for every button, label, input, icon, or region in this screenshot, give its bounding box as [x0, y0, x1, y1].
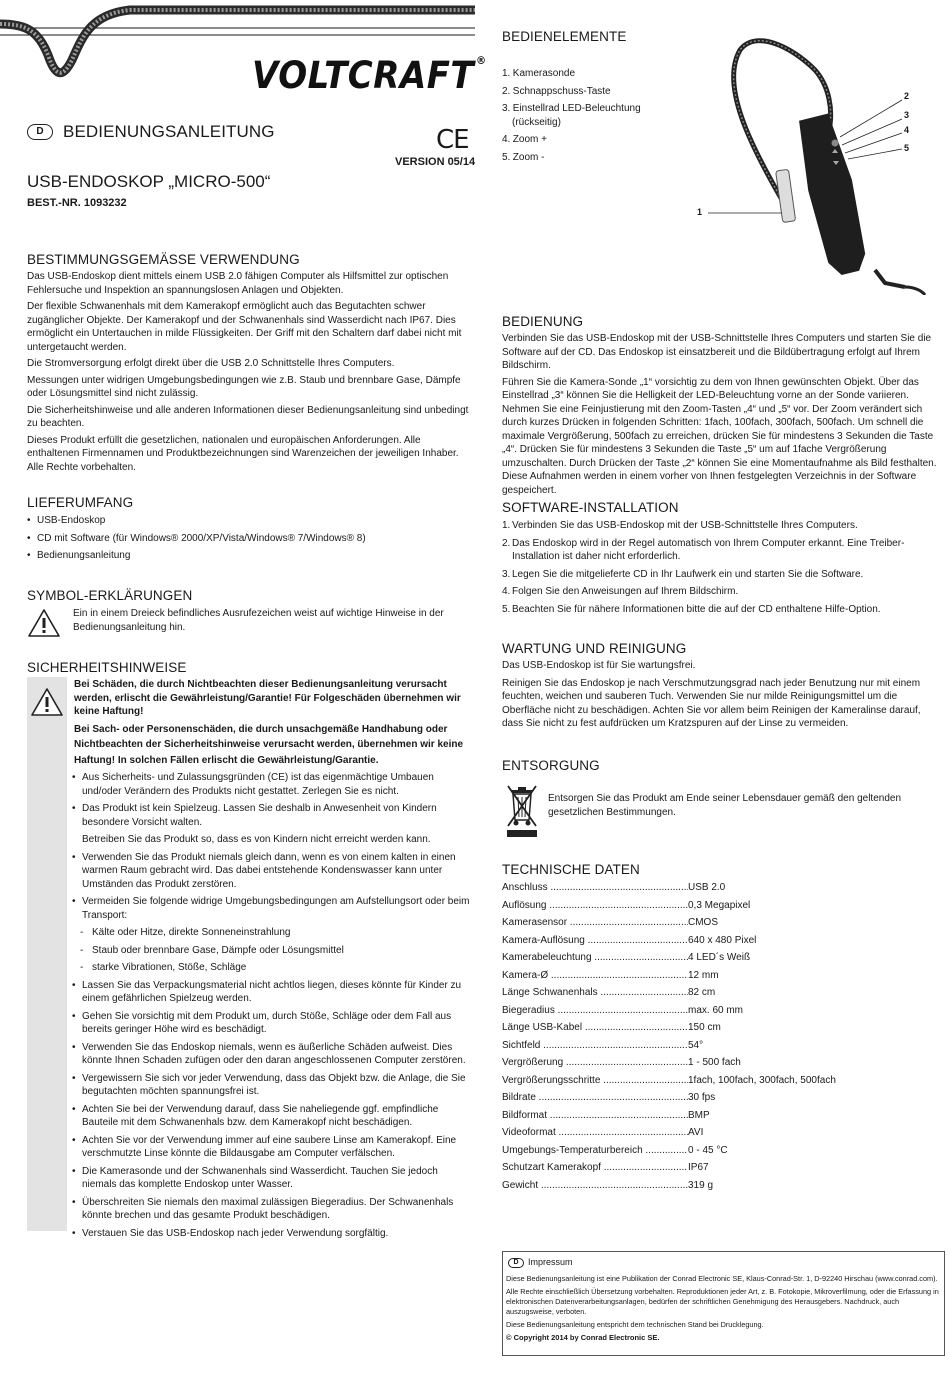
- tech-label: Schutzart Kamerakopf .....: [502, 1162, 688, 1173]
- wartung-heading: WARTUNG UND REINIGUNG: [502, 641, 687, 656]
- list-item: • Verstauen Sie das USB-Endoskop nach jeder Verwendung sorgfältig.: [70, 1227, 474, 1241]
- list-item: • Bedienungsanleitung: [27, 549, 472, 563]
- language-badge-label: D: [36, 126, 44, 137]
- tech-label: Kamerasensor .....: [502, 917, 688, 928]
- lieferumfang-heading: LIEFERUMFANG: [27, 495, 134, 510]
- list-item-text: Zoom +: [512, 134, 547, 145]
- list-item-continuation: (rückseitig): [512, 116, 561, 128]
- list-item-number: 3.: [502, 103, 511, 114]
- warning-triangle-icon: [30, 687, 64, 717]
- wartung-paragraph: Reinigen Sie das Endoskop je nach Verschmutzungsgrad nach jeder Benutzung nur mit einem feuchten, weichen und sauberen Tuch. Verwenden Sie nur milde Reinigungsmittel um die Oberfläche nicht zu beschädigen. Achten Sie vor allem beim Reinigen der Kameralinse darauf, dass Sie nicht zu fest aufdrücken um Kratzspuren auf der Linse zu vermeiden.: [502, 677, 921, 729]
- list-item-number: 2.: [502, 537, 511, 549]
- sicherheit-warning-bold: Bei Sach- oder Personenschäden, die durch unsachgemäße Handhabung oder Nichtbeachten der Sicherheitshinweise verursacht werden, übernehmen wir keine Haftung! In solchen Fällen erlischt die Gewährleistung/Garantie.: [74, 723, 464, 766]
- warning-sidebar: [27, 677, 67, 1231]
- bestimmung-paragraph: Die Sicherheitshinweise und alle anderen Informationen dieser Bedienungsanleitung sind unbedingt zu beachten.: [27, 404, 469, 429]
- section-sicherheit: [27, 660, 472, 1244]
- version-label: VERSION 05/14: [395, 156, 476, 168]
- table-row: [502, 1075, 922, 1089]
- tech-value: 1 - 500 fach: [688, 1057, 741, 1068]
- table-row: [502, 1162, 922, 1176]
- list-item-text: Legen Sie die mitgelieferte CD in Ihr Laufwerk ein und starten Sie die Software.: [512, 568, 864, 580]
- symbol-heading: SYMBOL-ERKLÄRUNGEN: [27, 588, 193, 603]
- list-item: Betreiben Sie das Produkt so, dass es von Kindern nicht erreicht werden kann.: [82, 834, 431, 845]
- list-item: [502, 568, 944, 582]
- table-row: [502, 935, 922, 949]
- tech-label: Länge USB-Kabel .....: [502, 1022, 688, 1033]
- technische-daten-heading: TECHNISCHE DATEN: [502, 862, 640, 877]
- tech-label: Biegeradius .....: [502, 1005, 688, 1016]
- wartung-paragraph: Das USB-Endoskop ist für Sie wartungsfrei.: [502, 660, 696, 671]
- bestimmung-paragraph: Das USB-Endoskop dient mittels einem USB 2.0 fähigen Computer als Hilfsmittel zur optischen Fehlersuche und Inspektion an spannungslosen Anlagen und Objekten.: [27, 271, 449, 296]
- list-item: • Aus Sicherheits- und Zulassungsgründen (CE) ist das eigenmächtige Umbauen und/oder Verändern des Produkts nicht gestattet. Zerlegen Sie es nicht.: [70, 771, 474, 798]
- table-row: [502, 1022, 922, 1036]
- list-item: • Verwenden Sie das Endoskop niemals, wenn es äußerliche Schäden aufweist. Dies könnte Ihnen Schaden zufügen oder den daran angeschlossenen Computer zerstören.: [70, 1041, 474, 1068]
- endoscope-illustration: [690, 25, 950, 295]
- impressum-box: [502, 1251, 945, 1356]
- list-item: - starke Vibrationen, Stöße, Schläge: [70, 961, 474, 975]
- list-item-text: Kamerasonde: [512, 68, 576, 79]
- tech-label: Kamerabeleuchtung .....: [502, 952, 688, 963]
- section-entsorgung: [502, 758, 944, 818]
- list-item: [502, 537, 944, 564]
- tech-value: 640 x 480 Pixel: [688, 934, 757, 946]
- section-symbol: [27, 588, 472, 634]
- list-item: [502, 585, 944, 599]
- list-item: - Staub oder brennbare Gase, Dämpfe oder Lösungsmittel: [70, 944, 474, 958]
- list-item: • CD mit Software (für Windows® 2000/XP/Vista/Windows® 7/Windows® 8): [27, 532, 472, 546]
- callout-4: 4: [904, 125, 910, 135]
- section-wartung: [502, 641, 944, 731]
- list-item-text: Einstellrad LED-Beleuchtung: [512, 103, 641, 114]
- list-item: • Achten Sie vor der Verwendung immer auf eine saubere Linse am Kamerakopf. Eine verschmutzte Linse könnte die Bildausgabe am Computer verfälschen.: [70, 1134, 474, 1161]
- table-row: [502, 1092, 922, 1106]
- list-item-number: 4.: [502, 134, 511, 145]
- list-item-number: 1.: [502, 68, 511, 79]
- crossed-bin-icon: [504, 782, 540, 838]
- tech-value: 54°: [688, 1039, 704, 1051]
- list-item: • Überschreiten Sie niemals den maximal zulässigen Biegeradius. Der Schwanenhals könnte brechen und das gesamte Produkt beschädigen.: [70, 1196, 474, 1223]
- list-item: • Gehen Sie vorsichtig mit dem Produkt um, durch Stöße, Schläge oder dem Fall aus bereits geringer Höhe wird es beschädigt.: [70, 1010, 474, 1037]
- ce-mark: CE: [436, 125, 469, 155]
- entsorgung-heading: ENTSORGUNG: [502, 758, 600, 773]
- tech-value: 30 fps: [688, 1092, 716, 1103]
- list-item-number: 3.: [502, 568, 511, 580]
- bedienung-paragraph: Verbinden Sie das USB-Endoskop mit der USB-Schnittstelle Ihres Computers und starten Sie die Software auf der CD. Das Endoskop ist einsatzbereit und die Bildübertragung erfolgt auf Ihrem Bildschirm.: [502, 333, 932, 371]
- tech-label: Auflösung .....: [502, 900, 688, 911]
- bedienelemente-heading: BEDIENELEMENTE: [502, 29, 627, 44]
- manual-title: BEDIENUNGSANLEITUNG: [63, 122, 275, 141]
- tech-label: Vergrößerung .....: [502, 1057, 688, 1068]
- table-row: [502, 900, 922, 914]
- tech-value: 12 mm: [688, 969, 719, 981]
- section-technische-daten: [502, 862, 944, 877]
- list-item-number: 5.: [502, 151, 511, 163]
- tech-value: CMOS: [688, 917, 718, 928]
- tech-value: 0 - 45 °C: [688, 1144, 728, 1156]
- tech-label: Bildformat .....: [502, 1110, 688, 1121]
- callout-3: 3: [904, 110, 910, 120]
- tech-value: max. 60 mm: [688, 1004, 744, 1016]
- list-item: [502, 603, 944, 617]
- table-row: [502, 1040, 922, 1054]
- callout-5: 5: [904, 143, 910, 153]
- impressum-line: Diese Bedienungsanleitung entspricht dem technischen Stand bei Drucklegung.: [506, 1320, 764, 1329]
- list-item-number: 2.: [502, 85, 511, 97]
- impressum-heading: Impressum: [528, 1257, 573, 1267]
- tech-value: 1fach, 100fach, 300fach, 500fach: [688, 1074, 836, 1086]
- entsorgung-text: Entsorgen Sie das Produkt am Ende seiner Lebensdauer gemäß den geltenden gesetzlichen Bestimmungen.: [548, 793, 902, 818]
- tech-label: Anschluss .....: [502, 882, 688, 893]
- tech-label: Länge Schwanenhals .....: [502, 987, 688, 998]
- tech-value: AVI: [688, 1127, 704, 1138]
- impressum-language-badge: [508, 1258, 524, 1268]
- table-row: [502, 1005, 922, 1019]
- list-item: • USB-Endoskop: [27, 514, 472, 528]
- list-item: • Lassen Sie das Verpackungsmaterial nicht achtlos liegen, dieses könnte für Kinder zu einem gefährlichen Spielzeug werden.: [70, 979, 474, 1006]
- bestimmung-paragraph: Die Stromversorgung erfolgt direkt über die USB 2.0 Schnittstelle Ihres Computers.: [27, 358, 395, 369]
- impressum-badge-label: D: [513, 1259, 519, 1266]
- list-item: • Die Kamerasonde und der Schwanenhals sind Wasserdicht. Tauchen Sie jedoch niemals das komplette Endoskop unter Wasser.: [70, 1165, 474, 1192]
- symbol-text: Ein in einem Dreieck befindliches Ausrufezeichen weist auf wichtige Hinweise in der Bedienungsanleitung hin.: [73, 608, 444, 633]
- product-title: USB-ENDOSKOP „MICRO-500“: [27, 172, 271, 191]
- tech-label: Umgebungs-Temperaturbereich .....: [502, 1145, 688, 1156]
- bedienung-paragraph: Führen Sie die Kamera-Sonde „1“ vorsichtig zu dem von Ihnen gewünschten Objekt. Über das Einstellrad „3“ können Sie die Helligkeit der LED-Beleuchtung vorne an der Sonde variieren. Nehmen Sie eine Feinjustierung mit den Zoom-Tasten „4“ und „5“ vor. Der Zoom verändert sich durch kurzes Drücken in folgenden Schritten: 1fach, 100fach, 300fach, 500fach. Um schnell die maximale Vergrößerung, 500fach zu erreichen, drücken Sie für mindestens 3 Sekunden die Taste „4“. Drücken Sie für mindestens 3 Sekunden die Taste „5“ um auf 1fache Vergrößerung umzuschalten. Durch Drücken der Taste „2“ können Sie eine Momentaufnahme als Bild festhalten. Diese Aufnahmen werden in einem vorher von Ihnen festgelegten Verzeichnis in der Software gespeichert.: [502, 376, 937, 496]
- list-item: - Kälte oder Hitze, direkte Sonneneinstrahlung: [70, 926, 474, 940]
- tech-value: USB 2.0: [688, 882, 726, 893]
- list-item: • Vermeiden Sie folgende widrige Umgebungsbedingungen am Aufstellungsort oder beim Transport:: [70, 895, 474, 922]
- language-badge: [27, 124, 53, 140]
- table-row: [502, 970, 922, 984]
- section-lieferumfang: [27, 495, 472, 567]
- impressum-line: Alle Rechte einschließlich Übersetzung vorbehalten. Reproduktionen jeder Art, z. B. Fotokopie, Mikroverfilmung, oder die Erfassung in elektronischen Datenverarbeitungsanlagen, bedürfen der schriftlichen Genehmigung des Herausgebers. Nachdruck, auch auszugsweise, verboten.: [506, 1287, 939, 1316]
- list-item-text: Verbinden Sie das USB-Endoskop mit der USB-Schnittstelle Ihres Computers.: [512, 520, 858, 531]
- impressum-line: Diese Bedienungsanleitung ist eine Publikation der Conrad Electronic SE, Klaus-Conrad-Str. 1, D-92240 Hirschau (www.conrad.com).: [506, 1274, 938, 1283]
- tech-label: Kamera-Ø .....: [502, 970, 688, 981]
- list-item: • Vergewissern Sie sich vor jeder Verwendung, dass das Objekt bzw. die Anlage, die Sie begutachten möchten spannungsfrei ist.: [70, 1072, 474, 1099]
- sicherheit-warning-bold: Bei Schäden, die durch Nichtbeachten dieser Bedienungsanleitung verursacht werden, erlischt die Gewährleistung/Garantie! Für Folgeschäden übernehmen wir keine Haftung!: [74, 679, 461, 717]
- brand-registered-mark: ®: [475, 54, 487, 67]
- table-row: [502, 1180, 922, 1194]
- bestimmung-paragraph: Messungen unter widrigen Umgebungsbedingungen wie z.B. Staub und brennbare Gase, Dämpfe oder Lösungsmittel sind nicht zulässig.: [27, 374, 461, 399]
- section-bedienung: [502, 314, 944, 497]
- list-item-text: Folgen Sie den Anweisungen auf Ihrem Bildschirm.: [512, 586, 739, 597]
- table-row: [502, 917, 922, 931]
- list-item-number: 5.: [502, 603, 511, 615]
- tech-value: 82 cm: [688, 987, 716, 998]
- list-item-number: 4.: [502, 586, 511, 597]
- table-row: [502, 987, 922, 1001]
- list-item-text: Das Endoskop wird in der Regel automatisch von Ihrem Computer erkannt. Eine Treiber-Installation ist daher nicht erforderlich.: [512, 537, 905, 562]
- table-row: [502, 952, 922, 966]
- list-item-text: Schnappschuss-Taste: [512, 85, 611, 97]
- tech-label: Gewicht .....: [502, 1180, 688, 1191]
- section-software: [502, 500, 944, 620]
- tech-value: 0,3 Megapixel: [688, 899, 751, 911]
- callout-1: 1: [697, 207, 703, 217]
- tech-value: 319 g: [688, 1179, 714, 1191]
- impressum-copyright: © Copyright 2014 by Conrad Electronic SE.: [506, 1333, 660, 1342]
- tech-label: Kamera-Auflösung .....: [502, 935, 688, 946]
- tech-value: 4 LED´s Weiß: [688, 952, 751, 963]
- callout-2: 2: [904, 91, 910, 101]
- section-bestimmung: [27, 252, 472, 474]
- tech-label: Sichtfeld .....: [502, 1040, 688, 1051]
- order-number: BEST.-NR. 1093232: [27, 197, 127, 209]
- bestimmung-paragraph: Der flexible Schwanenhals mit dem Kamerakopf ermöglicht auch das Begutachten schwer zugänglicher Objekte. Der Kamerakopf und der Schwanenhals sind Wasserdicht nach IP67. Dies ermöglicht ein Untertauchen in milde Flüssigkeiten. Der Griff mit den Schaltern darf dabei nicht mit untergetaucht werden.: [27, 301, 462, 353]
- bestimmung-paragraph: Dieses Produkt erfüllt die gesetzlichen, nationalen und europäischen Anforderungen. Alle enthaltenen Firmennamen und Produktbezeichnungen sind Warenzeichen der jeweiligen Inhaber. Alle Rechte vorbehalten.: [27, 434, 459, 473]
- list-item-text: Beachten Sie für nähere Informationen bitte die auf der CD enthaltene Hilfe-Option.: [512, 603, 881, 615]
- tech-label: Bildrate .....: [502, 1092, 688, 1103]
- software-heading: SOFTWARE-INSTALLATION: [502, 500, 679, 515]
- table-row: [502, 882, 922, 896]
- list-item: [502, 519, 944, 533]
- tech-value: BMP: [688, 1109, 710, 1121]
- tech-value: IP67: [688, 1162, 709, 1173]
- list-item-text: Zoom -: [512, 151, 545, 163]
- bedienung-heading: BEDIENUNG: [502, 314, 584, 329]
- sicherheit-heading: SICHERHEITSHINWEISE: [27, 660, 187, 675]
- tech-label: Videoformat .....: [502, 1127, 688, 1138]
- tech-value: 150 cm: [688, 1022, 721, 1033]
- table-row: [502, 1145, 922, 1159]
- tech-label: Vergrößerungsschritte .....: [502, 1075, 688, 1086]
- table-row: [502, 1127, 922, 1141]
- brand-name: VOLTCRAFT: [252, 54, 475, 97]
- table-row: [502, 1110, 922, 1124]
- list-item: • Achten Sie bei der Verwendung darauf, dass Sie naheliegende ggf. empfindliche Bauteile mit dem Schwanenhals bzw. dem Kamerakopf nicht beschädigen.: [70, 1103, 474, 1130]
- list-item: • Verwenden Sie das Produkt niemals gleich dann, wenn es von einem kalten in einen warmen Raum gebracht wird. Das dabei entstehende Kondenswasser kann unter Umständen das Produkt zerstören.: [70, 851, 474, 892]
- brand-logo: [252, 54, 487, 97]
- table-row: [502, 1057, 922, 1071]
- warning-triangle-icon: [27, 608, 61, 638]
- bestimmung-heading: BESTIMMUNGSGEMÄSSE VERWENDUNG: [27, 252, 300, 267]
- list-item-number: 1.: [502, 520, 511, 531]
- list-item: • Das Produkt ist kein Spielzeug. Lassen Sie deshalb in Anwesenheit von Kindern besondere Vorsicht walten.: [70, 802, 474, 829]
